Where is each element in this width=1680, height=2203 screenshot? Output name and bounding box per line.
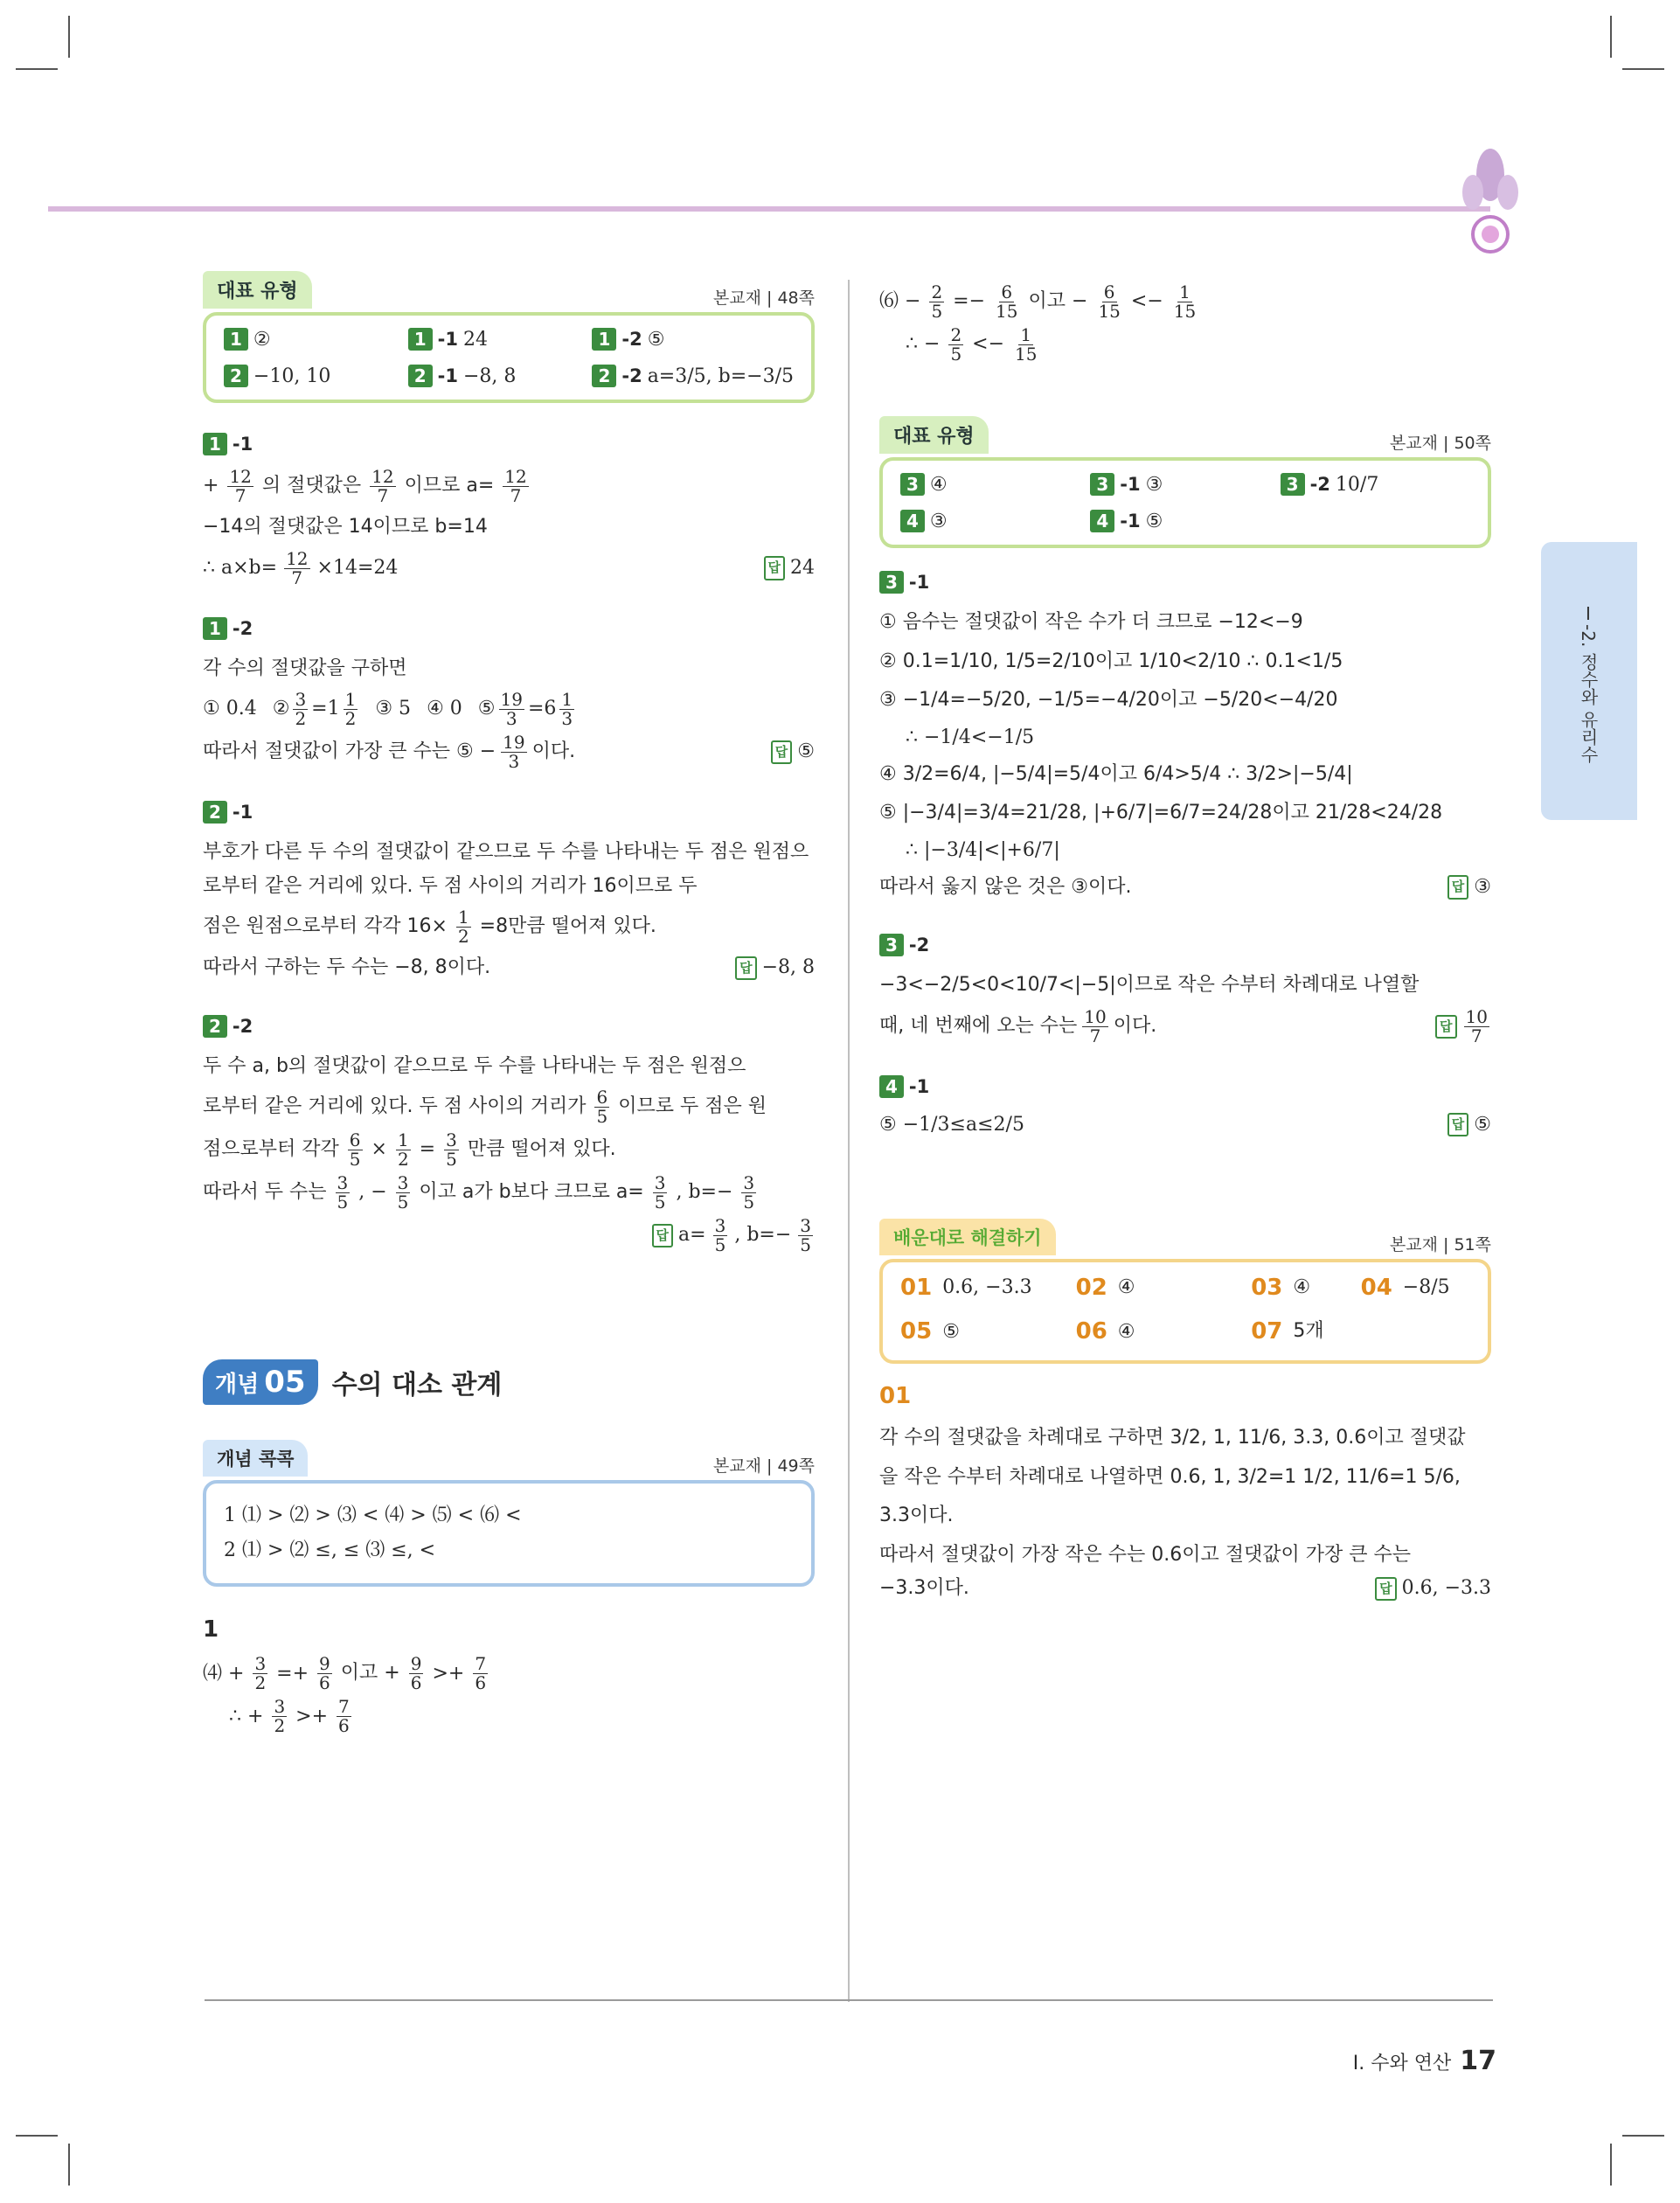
final-answer: 답 ③: [1447, 872, 1491, 902]
answer-item: 07 5개: [1251, 1318, 1324, 1345]
solution-2-1: 2 -1 부호가 다른 두 수의 절댓값이 같으므로 두 수를 나타내는 두 점은 원점으로부터 같은 거리에 있다. 두 점 사이의 거리가 16이므로 두 점은 원점으로부터 각각 16× $\frac{1}{2}$ =8만큼 떨어져 있다. 따라서 구하는 두 수는 −8, 8이다. 답 −8, 8: [203, 801, 815, 985]
problem-badge: 1: [203, 433, 227, 455]
crop-mark: [1622, 2135, 1664, 2137]
fraction: $\frac{12}{7}$: [229, 466, 252, 506]
problem-badge: 2: [203, 801, 227, 824]
answer-item: 01 0.6, −3.3: [900, 1274, 1032, 1301]
flower-ornament-icon: [1451, 140, 1530, 271]
answer-item: 03 ④: [1251, 1274, 1311, 1301]
problem-badge: 2: [203, 1015, 227, 1038]
crop-mark: [68, 16, 70, 58]
answer-item: 3 ④: [900, 473, 1090, 496]
box1-header: [203, 271, 815, 309]
answer-item: 05 ⑤: [900, 1318, 960, 1345]
solution-01: 01 각 수의 절댓값을 차례대로 구하면 3/2, 1, 11/6, 3.3, 0.6이고 절댓값 을 작은 수부터 차례대로 나열하면 0.6, 1, 3/2=1 1/2, 11/6=1 5/6, 3.3이다. 따라서 절댓값이 가장 작은 수는 0.6이고 절댓값이 가장 큰 수는 −3.3이다. 답 0.6, −3.3: [879, 1383, 1491, 1606]
concept-header: [203, 1359, 815, 1405]
answer-item: 4 ③: [900, 510, 1090, 532]
box2-tag: 개념 콕콕: [203, 1440, 308, 1477]
crop-mark: [1610, 16, 1612, 58]
answer-mark-icon: 답: [1435, 1015, 1457, 1039]
answer-item: 02 ④: [1075, 1274, 1135, 1301]
solution-3-1: 3 -1 ① 음수는 절댓값이 작은 수가 더 크므로 −12<−9 ② 0.1=1/10, 1/5=2/10이고 1/10<2/10 ∴ 0.1<1/5 ③ −1/4=−5/20, −1/5=−4/20이고 −5/20<−4/20 ∴ −1/4<−1/5 ④ 3/2=6/4, |−5/4|=5/4이고 6/4>5/4 ∴ 3/2>|−5/4| ⑤ |−3/4|=3/4=21/28, |+6/7|=6/7=24/28이고 21/28<24/28 ∴ |−3/4|<|+6/7| 따라서 옳지 않은 것은 ③이다. 답 ③: [879, 571, 1491, 904]
answer-item: 3 -1 ③: [1090, 473, 1280, 496]
fraction: $\frac{12}{7}$: [504, 466, 527, 506]
problem-badge: 3: [879, 571, 904, 594]
side-tab-label: Ⅰ-2. 정수와 유리수: [1578, 603, 1599, 764]
answer-mark-icon: 답: [1447, 1113, 1469, 1136]
box1-ref: 본교재 | 48쪽: [712, 288, 815, 308]
solution-2-2: 2 -2 두 수 a, b의 절댓값이 같으므로 두 수를 나타내는 두 점은 원점으 로부터 같은 거리에 있다. 두 점 사이의 거리가 $\frac{6}{5}$ 이므로 두 점은 원 점으로부터 각각 $\frac{6}{5}$ × $\frac{1}{2}$ = $\frac{3}{5}$ 만큼 떨어져 있다. 따라서 두 수는 $\frac{3}{5}$ , − $\frac{3}{5}$ 이고 a가 b보다 크므로 a= $\frac{3}{5}$ , b=− $\frac{3}{5}$ 답 a= $\frac{3}{5}$ , b=− $\frac{3}{5}$: [203, 1015, 815, 1255]
answer-mark-icon: 답: [735, 956, 757, 980]
answer-item: 2 -1 −8, 8: [408, 365, 593, 387]
answer-mark-icon: 답: [764, 556, 786, 580]
final-answer: 답 24: [764, 553, 816, 583]
answer-mark-icon: 답: [1375, 1577, 1397, 1601]
answer-mark-icon: 답: [771, 740, 793, 764]
final-answer: 답 −8, 8: [735, 953, 815, 983]
solution-1-2: 1 -2 각 수의 절댓값을 구하면 ① 0.4 ② $\frac{3}{2}$ =1 $\frac{1}{2}$ ③ 5 ④ 0 ⑤ $\frac{19}{3}$ =6 $\frac{1}{3}$ 따라서 절댓값이 가장 큰 수는 ⑤ − $\frac{19}{3}$ 이다. 답 ⑤: [203, 617, 815, 772]
answer-item: 1 -1 24: [408, 328, 593, 351]
answer-item: 2 −10, 10: [224, 365, 408, 387]
crop-mark: [1622, 68, 1664, 70]
problem-badge: 3: [879, 934, 904, 956]
box3-answers: [879, 457, 1491, 548]
solution-4-1: 4 -1 ⑤ −1/3≤a≤2/5 답 ⑤: [879, 1075, 1491, 1140]
solution-concept-1: 1 ⑷ + $\frac{3}{2}$ =+ $\frac{9}{6}$ 이고 + $\frac{9}{6}$ >+ $\frac{7}{6}$ ∴ + $\frac{3}{2}$ >+ $\frac{7}{6}$: [203, 1616, 487, 1737]
chapter-side-tab[interactable]: [1541, 542, 1637, 820]
box1-answers: [203, 312, 815, 403]
problem-badge: 4: [879, 1075, 904, 1098]
header-rule: [48, 206, 1490, 212]
answer-item: 04 −8/5: [1360, 1274, 1450, 1301]
box2-ref: 본교재 | 49쪽: [712, 1456, 815, 1476]
answer-mark-icon: 답: [652, 1224, 674, 1247]
concept-title: 수의 대소 관계: [331, 1370, 503, 1400]
footer-section: Ⅰ. 수와 연산: [1352, 2053, 1452, 2074]
crop-mark: [1610, 2144, 1612, 2186]
crop-mark: [16, 2135, 58, 2137]
column-divider: [848, 280, 850, 2002]
crop-mark: [68, 2144, 70, 2186]
answer-item: 2 -2 a=3/5, b=−3/5: [592, 365, 794, 387]
answer-item: 1 ②: [224, 328, 408, 351]
fraction: $\frac{12}{7}$: [286, 547, 309, 588]
final-answer: 답 0.6, −3.3: [1375, 1574, 1491, 1603]
solution-6: ⑹ − $\frac{2}{5}$ =− $\frac{6}{15}$ 이고 − $\frac{6}{15}$ <− $\frac{1}{15}$: [879, 281, 1197, 322]
answer-item: 1 -2 ⑤: [592, 328, 794, 351]
fraction: $\frac{12}{7}$: [371, 466, 394, 506]
final-answer: 답 ⑤: [1447, 1110, 1491, 1140]
answer-item: 3 -2 10/7: [1281, 473, 1470, 496]
box4-answers: [879, 1259, 1491, 1365]
box1-tag: 대표 유형: [203, 271, 312, 309]
final-answer: 답 a= $\frac{3}{5}$ , b=− $\frac{3}{5}$: [652, 1217, 815, 1254]
page-footer: [1353, 2046, 1496, 2076]
answer-item: 4 -1 ⑤: [1090, 510, 1280, 532]
box2-answers: 1 ⑴ > ⑵ > ⑶ < ⑷ > ⑸ < ⑹ < 2 ⑴ > ⑵ ≤, ≤ ⑶ ≤, <: [203, 1480, 815, 1587]
box4-ref: 본교재 | 51쪽: [1389, 1234, 1491, 1254]
solution-3-2: 3 -2 −3<−2/5<0<10/7<|−5|이므로 작은 수부터 차례대로 나열할 때, 네 번째에 오는 수는 $\frac{10}{7}$ 이다. 답 $\frac{10}{7}$: [879, 934, 1491, 1046]
crop-mark: [16, 68, 58, 70]
box3-ref: 본교재 | 50쪽: [1389, 434, 1491, 453]
answer-item: 06 ④: [1075, 1318, 1135, 1345]
concept-badge: 개념 05: [203, 1359, 318, 1405]
page-number: 17: [1460, 2046, 1496, 2076]
box3-tag: 대표 유형: [879, 416, 989, 454]
final-answer: 답 $\frac{10}{7}$: [1435, 1008, 1491, 1046]
answer-mark-icon: 답: [1447, 875, 1469, 899]
footer-rule: [205, 1999, 1493, 2001]
right-column: ⑹ − $\frac{2}{5}$ =− $\frac{6}{15}$ 이고 − $\frac{6}{15}$ <− $\frac{1}{15}$ ∴ − $\frac{2}{5}$ <− $\frac{1}{15}$ 대표 유형 본교재 | 50쪽 3 ④ 3 -1 ③ 3 -2 10/7 4 ③ 4 -1 ⑤ 3 -1 ① 음수는 절댓값이 작은 수가 더 크므로 −12<−9 ② 0.1=1/10, 1/5=2/10이고 1/10<2/10 ∴ 0.1<1/5 ③ −1/4=−5/20, −1/5=−4/20이고 −5/20<−4/20 ∴ −1/4<−1/5 ④ 3/2=6/4, |−5/4|=5/4이고 6/4>5/4 ∴ 3/2>|−5/4| ⑤ |−3/4|=3/4=21/28, |+6/7|=6/7=24/28이고 21/28<24/28 ∴ |−3/4|<|+6/7| 따라서 옳지 않은 것은 ③이다. 답 ③ 3 -2 −3<−2/5<0<10/7<|−5|이므로 작은 수부터 차례대로 나열할 때, 네 번째에 오는 수는 $\frac{10}{7}$ 이다. 답 $\frac{10}{7}$ 4 -1 ⑤ −1/3≤a≤2/5 답 ⑤ 배운대로 해결하기 본교재 | 51쪽 01 0.6, −3.3 02 ④ 03 ④ 04 −8/5 05 ⑤ 06 ④ 07 5개 01 각 수의 절댓값을 차례대로 구하면 3/2, 1, 11/6, 3.3, 0.6이고 절댓값 을 작은 수부터 차례대로 나열하면 0.6, 1, 3/2=1 1/2, 11/6=1 5/6, 3.3이다. 따라서 절댓값이 가장 작은 수는 0.6이고 절댓값이 가장 큰 수는 −3.3이다. 답 0.6, −3.3: [879, 278, 1491, 1606]
final-answer: 답 ⑤: [771, 737, 815, 767]
left-column: [203, 271, 815, 1741]
box4-tag: 배운대로 해결하기: [879, 1219, 1056, 1255]
problem-badge: 1: [203, 617, 227, 640]
solution-1-1: 1 -1 + $\frac{12}{7}$ 의 절댓값은 $\frac{12}{7}$ 이므로 a= $\frac{12}{7}$ −14의 절댓값은 14이므로 b=14 ∴ a×b= $\frac{12}{7}$ ×14=24 답 24: [203, 434, 815, 588]
